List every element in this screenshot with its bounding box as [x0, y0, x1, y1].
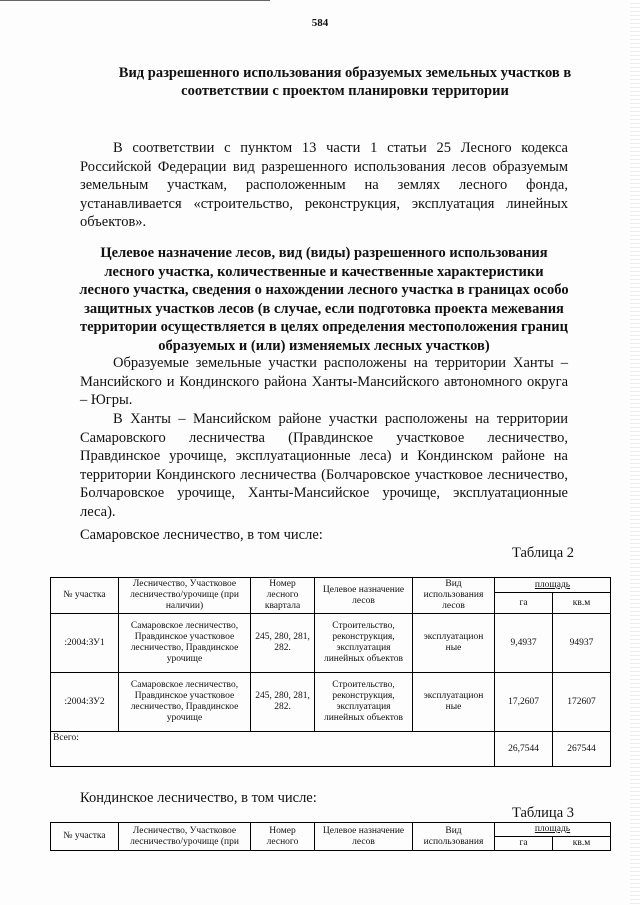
total-ha: 26,7544 — [495, 732, 553, 767]
header-forestry: Лесничество, Участковое лесничество/урочище (при наличии) — [119, 578, 251, 614]
table-row — [51, 614, 611, 673]
paragraph-forest-code: В соответствии с пунктом 13 части 1 статьи 25 Лесного кодекса Российской Федерации вид разрешенного использования лесов образуемым земельным участкам, расположенным на землях лесного фонда, устанавливается «строительство, реконструкция, эксплуатация линейных объектов». — [80, 140, 568, 230]
cell-num: :2004:ЗУ2 — [51, 673, 119, 732]
table2-label: Таблица 2 — [511, 545, 574, 561]
scan-edge-line — [0, 0, 270, 1]
header-area: площадь — [495, 823, 611, 837]
total-sqm: 267544 — [553, 732, 611, 767]
table-header-row — [51, 578, 611, 593]
total-label: Всего: — [51, 732, 495, 767]
paragraph-forestries: В Ханты – Мансийском районе участки расположены на территории Самаровского лесничества (Правдинское участковое лесничество, Правдинское урочище, эксплуатационные леса) и Кондинском районе на территории Кондинского лесничества (Болчаровское участковое лесничество, Болчаровское урочище, Ханты-Мансийское урочище, эксплуатационные леса). — [80, 411, 568, 520]
header-sqm: кв.м — [553, 593, 611, 614]
cell-num: :2004:ЗУ1 — [51, 614, 119, 673]
header-ha: га — [495, 593, 553, 614]
cell-use: эксплуатацион ные — [413, 673, 495, 732]
header-quarter: Номер лесного квартала — [251, 578, 315, 614]
header-num: № участка — [51, 823, 119, 851]
cell-ha: 9,4937 — [495, 614, 553, 673]
table3 — [50, 822, 611, 851]
header-use: Вид использования — [413, 823, 495, 851]
table2-intro: Самаровское лесничество, в том числе: — [80, 527, 323, 543]
table-row — [51, 673, 611, 732]
table-total-row — [51, 732, 611, 767]
page-number: 584 — [311, 17, 329, 29]
header-ha: га — [495, 837, 553, 851]
section-heading-land-use: Вид разрешенного использования образуемых земельных участков в соответствии с проектом планировки территории — [118, 65, 572, 99]
cell-forestry: Самаровское лесничество, Правдинское участковое лесничество, Правдинское урочище — [119, 614, 251, 673]
cell-forestry: Самаровское лесничество, Правдинское участковое лесничество, Правдинское урочище — [119, 673, 251, 732]
section-heading-forest-purpose: Целевое назначение лесов, вид (виды) разрешенного использования лесного участка, количественные и качественные характеристики лесного участка, сведения о нахождении лесного участка в границах особо защитных участков лесов (в случае, если подготовка проекта межевания территории осуществляется в целях определения местоположения границ образуемых и (или) изменяемых лесных участков) — [79, 245, 569, 354]
header-quarter: Номер лесного — [251, 823, 315, 851]
header-use: Вид использования лесов — [413, 578, 495, 614]
table3-label: Таблица 3 — [511, 805, 574, 821]
cell-sqm: 94937 — [553, 614, 611, 673]
cell-sqm: 172607 — [553, 673, 611, 732]
cell-use: эксплуатацион ные — [413, 614, 495, 673]
cell-quarter: 245, 280, 281, 282. — [251, 673, 315, 732]
cell-quarter: 245, 280, 281, 282. — [251, 614, 315, 673]
header-num: № участка — [51, 578, 119, 614]
header-area: площадь — [495, 578, 611, 593]
table2 — [50, 577, 611, 767]
header-sqm: кв.м — [553, 837, 611, 851]
cell-purpose: Строительство, реконструкция, эксплуатация линейных объектов — [315, 614, 413, 673]
paragraph-location: Образуемые земельные участки расположены на территории Ханты – Мансийского и Кондинского района Ханты-Мансийского автономного округа – Югры. — [80, 355, 568, 408]
table-header-row — [51, 823, 611, 837]
table3-intro: Кондинское лесничество, в том числе: — [80, 790, 317, 806]
header-purpose: Целевое назначение лесов — [315, 578, 413, 614]
cell-ha: 17,2607 — [495, 673, 553, 732]
header-purpose: Целевое назначение лесов — [315, 823, 413, 851]
header-forestry: Лесничество, Участковое лесничество/урочище (при — [119, 823, 251, 851]
scan-edge-noise — [630, 0, 640, 905]
cell-purpose: Строительство, реконструкция, эксплуатация линейных объектов — [315, 673, 413, 732]
